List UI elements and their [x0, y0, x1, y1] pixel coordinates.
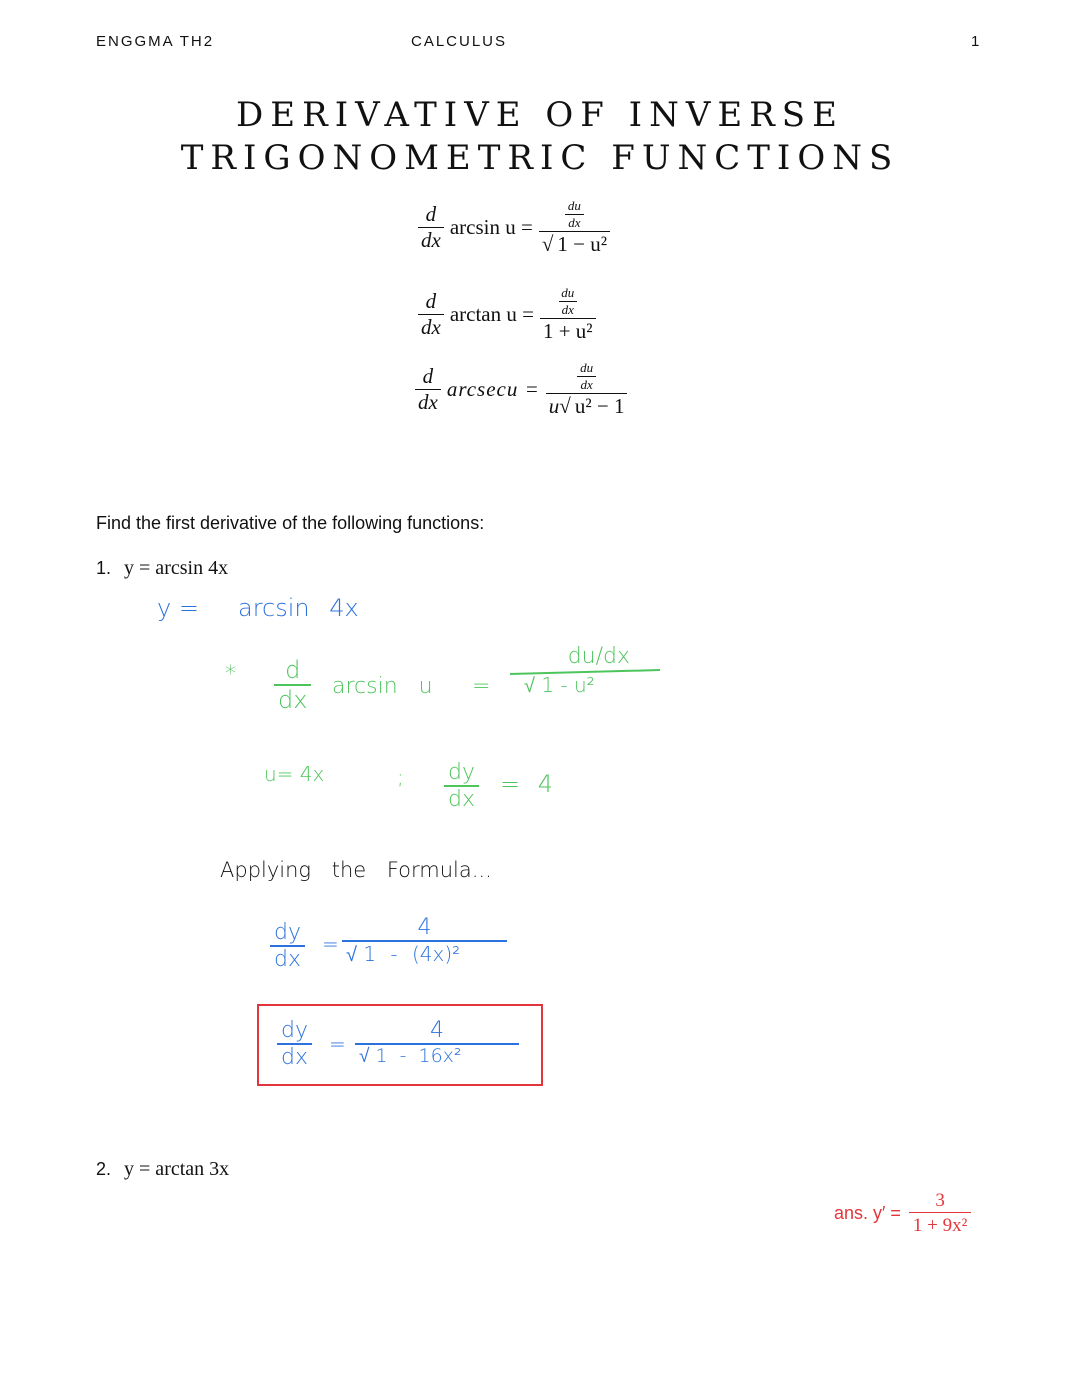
rule-denominator: 1 - u²	[541, 673, 595, 697]
answer-2	[834, 1190, 971, 1237]
answer-numerator: 3	[935, 1190, 945, 1211]
final-answer-box	[257, 1004, 543, 1086]
title-line-1: DERIVATIVE OF INVERSE	[236, 95, 844, 135]
d-dx-fraction	[274, 656, 311, 714]
dx: dx	[277, 1043, 312, 1070]
formula-arctan	[418, 285, 596, 344]
instruction: Find the first derivative of the following functions:	[96, 513, 485, 533]
d-numerator: d	[425, 202, 437, 226]
step-fraction: 4 √ 1 - (4x)²	[342, 915, 507, 967]
answer-denominator: 1 + 9x²	[909, 1212, 971, 1237]
final-dy-dx	[277, 1018, 312, 1070]
header-subject: CALCULUS	[411, 33, 508, 50]
final-fraction: 4 √ 1 - 16x²	[355, 1018, 519, 1068]
function-label: arcsin u =	[449, 215, 533, 239]
restate-rhs: arcsin 4x	[238, 594, 359, 622]
u-definition: u= 4x	[264, 762, 325, 786]
dx: dx	[565, 214, 583, 231]
problem-expression: y = arcsin 4x	[124, 557, 229, 579]
d-numerator: d	[425, 289, 437, 313]
du-dx-fraction	[444, 760, 479, 812]
step-equals: =	[322, 932, 339, 956]
problem-number: 2.	[96, 1159, 112, 1179]
dy: dy	[448, 760, 475, 785]
rule-numerator: du/dx	[567, 644, 630, 669]
d: d	[285, 656, 301, 684]
denominator: 1 + u²	[540, 318, 596, 344]
formula-arcsec: $\frac{d}{dx}$ arcsecu = $\frac{\frac{du}{dx}}{\text{u√ u² − 1}}$	[415, 360, 627, 419]
dx-denominator: dx	[415, 389, 441, 415]
problem-expression: y = arctan 3x	[124, 1158, 230, 1180]
du: du	[567, 198, 581, 213]
rule-fraction: du/dx √ 1 - u²	[510, 644, 660, 698]
problem-number: 1.	[96, 558, 112, 578]
dy: dy	[274, 920, 301, 945]
function-label: arctan u =	[449, 302, 534, 326]
dx: dx	[274, 684, 311, 714]
sqrt-term: 1 − u²	[557, 232, 607, 256]
formula-arcsin: $\frac{d}{dx}$ arcsin u = $\frac{\frac{du}{dx}}{\text{√ 1 − u²}}$	[418, 198, 610, 257]
star-icon: *	[225, 662, 236, 687]
restate-lhs: y =	[157, 594, 199, 622]
derivative-value: = 4	[500, 770, 554, 798]
dx: dx	[270, 945, 305, 972]
final-equals: =	[329, 1032, 346, 1056]
dy: dy	[281, 1018, 308, 1043]
d-numerator: d	[422, 364, 434, 388]
function-label: arcsecu =	[446, 377, 540, 401]
header-page-number: 1	[971, 33, 982, 50]
dx: dx	[559, 301, 577, 318]
header-course: ENGGMA TH2	[96, 33, 215, 50]
step-dy-dx	[270, 920, 305, 972]
dx: dx	[444, 785, 479, 812]
du: du	[580, 360, 594, 375]
final-numerator: 4	[430, 1018, 444, 1043]
problem-1	[96, 557, 228, 580]
step-numerator: 4	[417, 915, 432, 940]
answer-label: ans. y′ =	[834, 1203, 901, 1223]
u-factor: u	[548, 394, 560, 418]
applying-formula-note: Applying the Formula...	[220, 858, 492, 882]
dx-denominator: dx	[418, 227, 444, 253]
dx-denominator: dx	[418, 314, 444, 340]
problem-2	[96, 1158, 229, 1181]
equals: =	[472, 674, 491, 699]
sqrt-term: u² − 1	[574, 394, 625, 418]
step-denominator: 1 - (4x)²	[363, 942, 461, 966]
semicolon: ;	[397, 765, 404, 789]
du: du	[561, 285, 575, 300]
dx: dx	[577, 376, 595, 393]
final-denominator: 1 - 16x²	[375, 1045, 462, 1067]
arcsin-u: arcsin u	[332, 674, 433, 699]
title-line-2: TRIGONOMETRIC FUNCTIONS	[180, 138, 900, 178]
